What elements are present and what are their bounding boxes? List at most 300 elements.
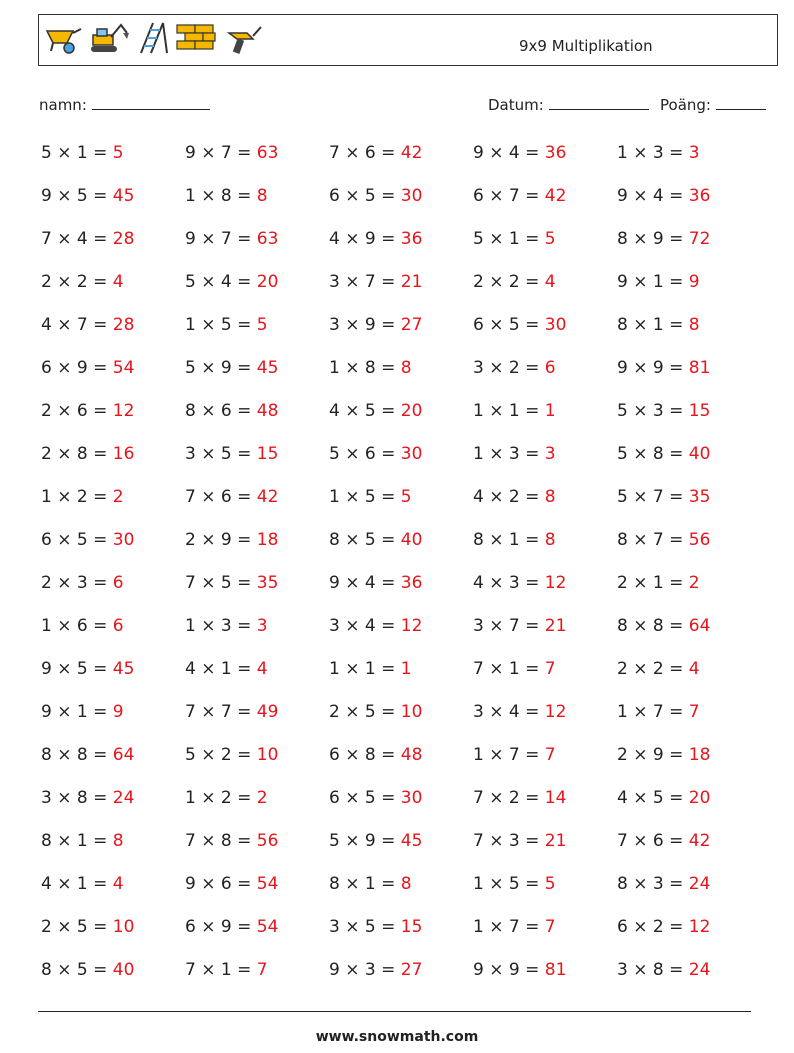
problem-question: 2 × 1 = [617,573,689,593]
problem-item [617,745,710,765]
problem-question: 3 × 4 = [473,702,545,722]
problem-question: 9 × 5 = [41,186,113,206]
problem-item [329,874,412,894]
problem-item [185,401,278,421]
problem-answer: 64 [112,745,135,765]
problem-question: 7 × 7 = [185,702,257,722]
problem-item [617,186,710,206]
problem-question: 2 × 2 = [473,272,545,292]
problem-question: 9 × 9 = [473,960,545,980]
problem-answer: 27 [400,315,423,335]
problem-question: 8 × 1 = [41,831,113,851]
problem-question: 9 × 4 = [329,573,401,593]
problem-answer: 3 [688,143,700,163]
problem-answer: 30 [400,788,423,808]
problem-answer: 27 [400,960,423,980]
problem-question: 2 × 3 = [41,573,113,593]
problem-question: 9 × 5 = [41,659,113,679]
problem-item [185,702,278,722]
problem-question: 7 × 6 = [329,143,401,163]
problem-answer: 21 [544,616,567,636]
problem-answer: 28 [112,229,135,249]
problem-question: 3 × 5 = [185,444,257,464]
problem-question: 8 × 3 = [617,874,689,894]
problem-answer: 8 [688,315,700,335]
problem-question: 3 × 7 = [473,616,545,636]
problem-question: 5 × 1 = [41,143,113,163]
excavator-icon [89,21,129,55]
problem-item [617,143,700,163]
problem-item [185,444,278,464]
problem-item [185,616,268,636]
problem-question: 8 × 8 = [617,616,689,636]
problem-item [617,401,710,421]
problem-question: 9 × 7 = [185,229,257,249]
worksheet-header [38,14,778,66]
problem-item [329,702,422,722]
problem-question: 6 × 5 = [41,530,113,550]
problem-answer: 48 [400,745,423,765]
problem-answer: 2 [256,788,268,808]
problem-answer: 7 [256,960,268,980]
problem-item [41,358,134,378]
problem-item [41,315,134,335]
problem-question: 2 × 9 = [185,530,257,550]
problem-question: 3 × 2 = [473,358,545,378]
problem-item [41,788,134,808]
problem-answer: 6 [112,616,124,636]
problem-question: 1 × 7 = [473,745,545,765]
problem-question: 1 × 3 = [185,616,257,636]
problem-answer: 10 [112,917,135,937]
problem-answer: 42 [400,143,423,163]
problem-question: 1 × 6 = [41,616,113,636]
problem-answer: 30 [544,315,567,335]
problem-question: 9 × 9 = [617,358,689,378]
problem-question: 2 × 5 = [329,702,401,722]
problem-item [41,659,134,679]
wheelbarrow-icon [43,21,83,55]
problem-answer: 36 [400,573,423,593]
problem-answer: 10 [400,702,423,722]
problem-question: 1 × 2 = [41,487,113,507]
problem-answer: 5 [256,315,268,335]
problem-answer: 20 [400,401,423,421]
problem-answer: 5 [112,143,124,163]
problem-answer: 9 [112,702,124,722]
problem-answer: 36 [544,143,567,163]
problem-question: 6 × 9 = [41,358,113,378]
problem-answer: 72 [688,229,711,249]
drill-icon [223,21,263,55]
problem-item [329,917,422,937]
problem-item [617,788,710,808]
problem-question: 9 × 7 = [185,143,257,163]
problem-question: 9 × 6 = [185,874,257,894]
problem-item [185,143,278,163]
problem-answer: 56 [688,530,711,550]
problem-answer: 1 [544,401,556,421]
problem-item [473,745,556,765]
problem-item [41,960,134,980]
problem-answer: 10 [256,745,279,765]
problem-item [473,229,556,249]
problem-answer: 35 [256,573,279,593]
problem-answer: 21 [400,272,423,292]
problem-item [185,573,278,593]
problem-question: 1 × 2 = [185,788,257,808]
problem-answer: 45 [112,186,135,206]
problem-item [41,444,134,464]
problem-answer: 2 [688,573,700,593]
problem-item [617,616,710,636]
problem-item [473,788,566,808]
problem-question: 9 × 3 = [329,960,401,980]
problem-question: 9 × 1 = [617,272,689,292]
problem-answer: 15 [256,444,279,464]
problem-question: 4 × 1 = [185,659,257,679]
problem-question: 9 × 4 = [617,186,689,206]
problem-question: 1 × 3 = [473,444,545,464]
problem-item [41,229,134,249]
problem-answer: 40 [400,530,423,550]
problem-question: 4 × 7 = [41,315,113,335]
problem-question: 2 × 9 = [617,745,689,765]
problem-item [41,874,124,894]
problem-answer: 3 [256,616,268,636]
problem-question: 3 × 4 = [329,616,401,636]
problem-answer: 20 [256,272,279,292]
problem-item [41,745,134,765]
problem-answer: 24 [688,874,711,894]
problem-answer: 45 [400,831,423,851]
problem-question: 7 × 4 = [41,229,113,249]
problem-question: 8 × 5 = [41,960,113,980]
problem-answer: 7 [688,702,700,722]
problem-item [473,444,556,464]
problem-answer: 45 [112,659,135,679]
problem-item [473,401,556,421]
problem-answer: 7 [544,745,556,765]
problem-answer: 2 [112,487,124,507]
problem-question: 3 × 8 = [617,960,689,980]
problem-answer: 15 [400,917,423,937]
problem-item [41,831,124,851]
problem-item [473,960,566,980]
problem-item [41,702,124,722]
problem-item [617,573,700,593]
problem-item [473,315,566,335]
problem-item [473,573,566,593]
problem-answer: 5 [400,487,412,507]
problem-item [185,530,278,550]
problem-item [329,530,422,550]
problem-item [329,831,422,851]
problem-answer: 28 [112,315,135,335]
problem-question: 9 × 4 = [473,143,545,163]
problem-answer: 4 [544,272,556,292]
problem-question: 2 × 2 = [41,272,113,292]
date-field[interactable] [488,95,649,114]
problem-question: 4 × 5 = [329,401,401,421]
problem-item [473,530,556,550]
problem-item [617,444,710,464]
problem-question: 7 × 6 = [617,831,689,851]
problem-question: 1 × 7 = [473,917,545,937]
problem-answer: 42 [544,186,567,206]
problem-question: 3 × 9 = [329,315,401,335]
problem-answer: 49 [256,702,279,722]
problem-question: 7 × 3 = [473,831,545,851]
problem-answer: 12 [400,616,423,636]
problem-item [329,788,422,808]
problem-answer: 16 [112,444,135,464]
problem-item [329,315,422,335]
problem-item [41,272,124,292]
problem-answer: 42 [256,487,279,507]
problem-question: 1 × 5 = [185,315,257,335]
problem-answer: 6 [544,358,556,378]
problem-item [617,874,710,894]
problem-question: 9 × 1 = [41,702,113,722]
problem-item [185,487,278,507]
problem-question: 5 × 4 = [185,272,257,292]
date-label: Datum: [488,96,544,114]
problem-question: 3 × 7 = [329,272,401,292]
problem-question: 4 × 3 = [473,573,545,593]
name-line[interactable] [92,95,210,110]
problem-answer: 4 [688,659,700,679]
problem-item [185,186,268,206]
problem-item [473,917,556,937]
problem-answer: 6 [112,573,124,593]
problem-question: 7 × 1 = [185,960,257,980]
problem-question: 4 × 2 = [473,487,545,507]
footer-divider [38,1011,751,1012]
problem-item [617,229,710,249]
problem-item [185,745,278,765]
problem-answer: 7 [544,917,556,937]
problem-item [41,143,124,163]
problem-item [329,358,412,378]
problem-answer: 30 [112,530,135,550]
page-title: 9x9 Multiplikation [519,37,653,55]
problem-item [185,788,268,808]
problem-question: 5 × 1 = [473,229,545,249]
problem-item [329,659,412,679]
problem-item [185,917,278,937]
problem-item [329,616,422,636]
problem-item [41,917,134,937]
problem-question: 6 × 7 = [473,186,545,206]
problem-item [473,358,556,378]
problem-question: 1 × 5 = [329,487,401,507]
problem-question: 2 × 5 = [41,917,113,937]
problem-question: 7 × 2 = [473,788,545,808]
problem-question: 8 × 5 = [329,530,401,550]
problem-item [185,874,278,894]
problem-answer: 81 [544,960,567,980]
problem-answer: 8 [544,487,556,507]
problem-question: 1 × 5 = [473,874,545,894]
problem-answer: 18 [688,745,711,765]
problem-item [473,659,556,679]
header-icons [43,21,263,55]
problem-answer: 30 [400,444,423,464]
problem-question: 2 × 2 = [617,659,689,679]
problem-question: 8 × 1 = [617,315,689,335]
problem-answer: 8 [400,874,412,894]
problem-answer: 8 [544,530,556,550]
problem-answer: 5 [544,874,556,894]
problem-question: 7 × 5 = [185,573,257,593]
problem-question: 5 × 7 = [617,487,689,507]
problem-item [41,530,134,550]
score-line[interactable] [716,95,766,110]
problem-item [617,960,710,980]
problem-question: 6 × 8 = [329,745,401,765]
problem-item [185,229,278,249]
problem-question: 2 × 6 = [41,401,113,421]
problem-item [185,272,278,292]
problem-answer: 15 [688,401,711,421]
problem-item [329,229,422,249]
ladder-icon [135,21,169,55]
date-line[interactable] [549,95,649,110]
problem-item [329,143,422,163]
problem-answer: 9 [688,272,700,292]
problem-question: 4 × 1 = [41,874,113,894]
problem-answer: 48 [256,401,279,421]
problem-item [329,960,422,980]
problem-item [617,702,700,722]
problem-item [329,487,412,507]
problem-answer: 35 [688,487,711,507]
problem-answer: 4 [256,659,268,679]
problem-item [473,831,566,851]
problem-answer: 8 [400,358,412,378]
problem-question: 5 × 8 = [617,444,689,464]
problem-answer: 54 [256,874,279,894]
bricks-icon [175,21,217,55]
problem-item [41,573,124,593]
score-field[interactable] [660,95,766,114]
problem-question: 6 × 5 = [329,186,401,206]
problem-question: 1 × 1 = [329,659,401,679]
problem-answer: 36 [400,229,423,249]
problem-answer: 42 [688,831,711,851]
problem-question: 8 × 1 = [329,874,401,894]
problem-answer: 12 [544,573,567,593]
problem-question: 4 × 9 = [329,229,401,249]
problem-question: 8 × 7 = [617,530,689,550]
problem-answer: 24 [112,788,135,808]
problem-answer: 30 [400,186,423,206]
problem-item [473,143,566,163]
name-field[interactable] [39,95,210,114]
problem-answer: 4 [112,874,124,894]
problem-answer: 12 [688,917,711,937]
name-label: namn: [39,96,87,114]
problem-answer: 54 [112,358,135,378]
problem-item [473,616,566,636]
problem-answer: 56 [256,831,279,851]
problem-question: 5 × 3 = [617,401,689,421]
problem-question: 2 × 8 = [41,444,113,464]
problem-question: 1 × 7 = [617,702,689,722]
problem-answer: 24 [688,960,711,980]
problem-question: 6 × 5 = [329,788,401,808]
problem-answer: 40 [688,444,711,464]
problem-answer: 81 [688,358,711,378]
problem-answer: 8 [256,186,268,206]
problem-item [473,874,556,894]
problem-item [617,659,700,679]
problem-item [41,487,124,507]
problem-item [617,272,700,292]
problem-question: 8 × 9 = [617,229,689,249]
problem-item [329,444,422,464]
problem-item [617,315,700,335]
problem-question: 1 × 8 = [185,186,257,206]
problem-item [617,917,710,937]
problem-answer: 45 [256,358,279,378]
problem-item [617,487,710,507]
problem-answer: 36 [688,186,711,206]
problem-item [473,702,566,722]
problem-question: 8 × 8 = [41,745,113,765]
problem-question: 6 × 2 = [617,917,689,937]
problem-item [329,573,422,593]
problem-item [185,960,268,980]
problem-question: 3 × 5 = [329,917,401,937]
problem-item [617,831,710,851]
footer-url: www.snowmath.com [315,1029,479,1045]
problem-question: 3 × 8 = [41,788,113,808]
problem-question: 5 × 9 = [185,358,257,378]
score-label: Poäng: [660,96,711,114]
problem-question: 7 × 1 = [473,659,545,679]
problem-question: 8 × 6 = [185,401,257,421]
problem-item [617,530,710,550]
problem-answer: 12 [544,702,567,722]
problem-item [473,487,556,507]
problem-question: 7 × 8 = [185,831,257,851]
problem-item [329,401,422,421]
problem-item [41,401,134,421]
problem-question: 4 × 5 = [617,788,689,808]
problem-question: 1 × 3 = [617,143,689,163]
problem-answer: 3 [544,444,556,464]
problem-answer: 63 [256,143,279,163]
problem-answer: 12 [112,401,135,421]
problem-question: 5 × 9 = [329,831,401,851]
problem-answer: 64 [688,616,711,636]
problem-answer: 21 [544,831,567,851]
problem-item [617,358,710,378]
problem-item [185,358,278,378]
problem-answer: 8 [112,831,124,851]
problem-question: 5 × 2 = [185,745,257,765]
problem-item [185,315,268,335]
problem-answer: 40 [112,960,135,980]
problem-question: 6 × 9 = [185,917,257,937]
problem-answer: 5 [544,229,556,249]
problem-answer: 14 [544,788,567,808]
problem-answer: 54 [256,917,279,937]
problem-item [473,186,566,206]
problem-item [329,745,422,765]
